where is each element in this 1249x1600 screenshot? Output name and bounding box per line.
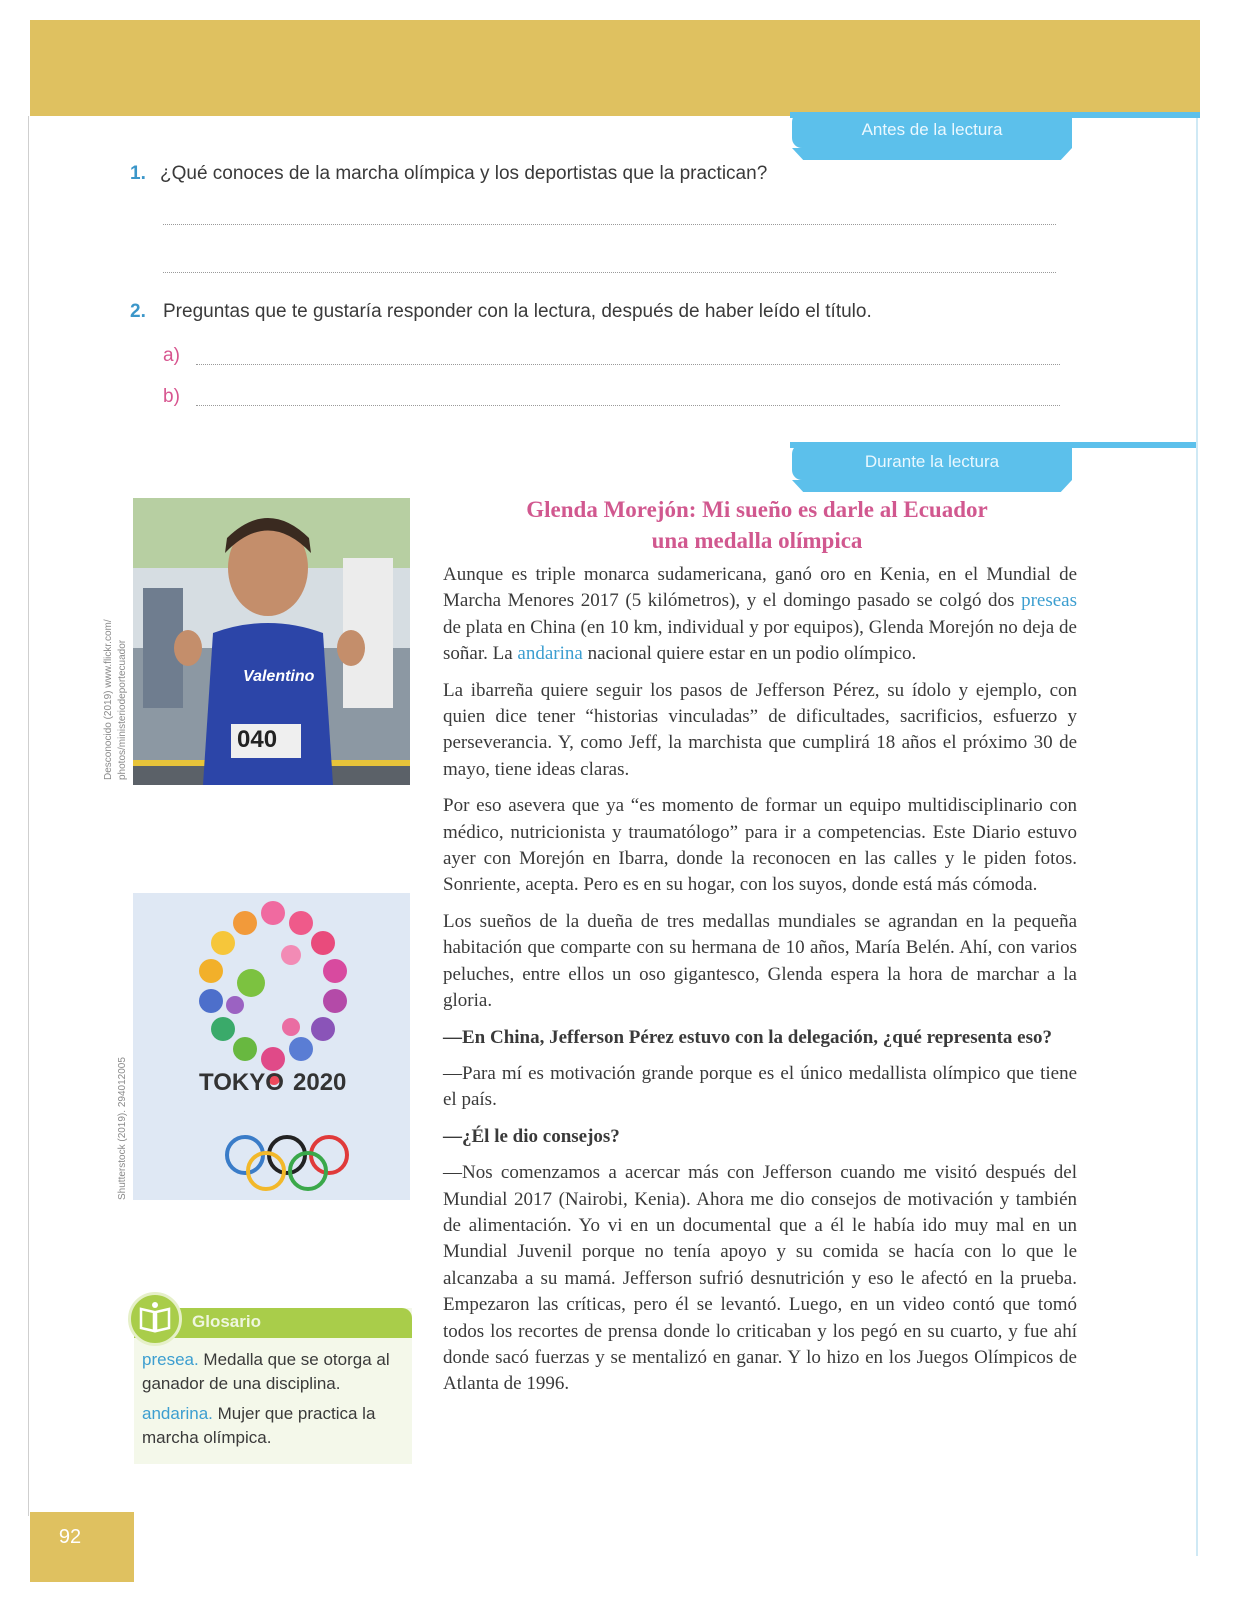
book-icon xyxy=(128,1292,182,1346)
answer-line-b[interactable] xyxy=(196,405,1060,406)
glossary-term-presea: presea. xyxy=(142,1350,199,1369)
article-title-line-2: una medalla olímpica xyxy=(651,528,863,553)
glossary-term-andarina: andarina. xyxy=(142,1404,213,1423)
paragraph-1-text-b: de plata en China (en 10 km, individual y por equipos), Glenda Morejón no deja de soñar. La xyxy=(443,616,1077,665)
article-paragraph-3: Por eso asevera que ya “es momento de formar un equipo multidisciplinario con médico, nutricionista y traumatólogo” para ir a competencias. Este Diario estuvo ayer con Morejón en Ibarra, donde la reconocen en las calles y le piden fotos. Sonriente, acepta. Pero es en su hogar, con los suyos, donde está más cómoda. xyxy=(443,795,1077,896)
athlete-photo-credit-2: photos/ministeriodeportecuador xyxy=(117,639,128,780)
book-icon-glyph xyxy=(131,1295,179,1343)
interview-answer-1: —Para mí es motivación grande porque es el único medallista olímpico que tiene el país. xyxy=(443,1062,1077,1111)
question-2-text: Preguntas que te gustaría responder con la lectura, después de haber leído el título. xyxy=(163,301,872,322)
glossary-body xyxy=(142,1348,404,1456)
interview-question-2: —¿Él le dio consejos? xyxy=(443,1125,620,1147)
article-paragraph-4: Los sueños de la dueña de tres medallas mundiales se agrandan en la pequeña habitación que comparte con su hermana de 10 años, María Belén. Ahí, con varios peluches, entre ellos un oso gigantesco, Glenda espera la hora de marchar a la gloria. xyxy=(443,910,1077,1012)
shirt-text: Valentino xyxy=(243,668,315,685)
answer-line-a[interactable] xyxy=(196,364,1060,365)
glossary-entry-presea xyxy=(142,1348,404,1396)
article-title-line-1: Glenda Morejón: Mi sueño es darle al Ecuador xyxy=(526,497,988,522)
question-1-number: 1. xyxy=(130,163,146,184)
page-number-box xyxy=(30,1512,134,1582)
interview-answer-2: —Nos comenzamos a acercar más con Jefferson cuando me visitó después del Mundial 2017 (Nairobi, Kenia). Ahora me dio consejos de motivación y también de alimentación. Yo vi en un documental que a él le había ido muy mal en un Mundial Juvenil porque no tenía apoyo y su comida se hacía con lo que le alcanzaba a su mamá. Jefferson sufrió desnutrición y eso le afectó en la prueba. Empezaron las críticas, pero él se levantó. Luego, en un video contó que tomó todos los recortes de prensa donde lo criticaban y los pegó en su cuarto, y fue ahí donde sacó fuerzas y se mentalizó en ganar. Y lo hizo en los Juegos Olímpicos de Atlanta de 1996. xyxy=(443,1162,1077,1395)
athlete-photo xyxy=(133,498,410,785)
section-tab-before: Antes de la lectura xyxy=(792,112,1072,148)
glossary-term-link-andarina[interactable]: andarina xyxy=(517,643,583,665)
left-margin-rule xyxy=(28,116,29,1516)
page-number: 92 xyxy=(58,1526,82,1548)
sub-item-a-label: a) xyxy=(163,345,180,366)
answer-line-2[interactable] xyxy=(163,272,1056,273)
race-bib-number: 040 xyxy=(237,726,278,753)
glossary-definition-andarina: Mujer que practica la marcha olímpica. xyxy=(142,1404,376,1447)
question-2-number: 2. xyxy=(130,301,146,322)
article-paragraph-1 xyxy=(443,562,1077,668)
glossary-term-link-presea[interactable]: preseas xyxy=(1021,590,1077,612)
paragraph-1-text-a: Aunque es triple monarca sudamericana, ganó oro en Kenia, en el Mundial de Marcha Menores 2017 (5 kilómetros), y el domingo pasado se colgó dos xyxy=(443,564,1077,612)
tokyo-wordmark: TOKYO xyxy=(199,1069,284,1096)
glossary-title: Glosario xyxy=(192,1312,261,1331)
article-body xyxy=(443,562,1077,1408)
header-band xyxy=(30,20,1200,116)
year-wordmark: 2020 xyxy=(293,1069,347,1096)
interview-question-1: —En China, Jefferson Pérez estuvo con la delegación, ¿qué representa eso? xyxy=(443,1026,1053,1048)
paragraph-1-text-c: nacional quiere estar en un podio olímpico. xyxy=(582,643,917,665)
right-margin-rule xyxy=(1196,116,1198,1556)
glossary-definition-presea: Medalla que se otorga al ganador de una disciplina. xyxy=(142,1350,390,1393)
tokyo-2020-image xyxy=(133,893,410,1200)
section-tab-during: Durante la lectura xyxy=(792,444,1072,480)
glossary-entry-andarina xyxy=(142,1402,404,1450)
answer-line-1[interactable] xyxy=(163,224,1056,225)
article-title xyxy=(440,494,1074,556)
glossary-box xyxy=(134,1308,412,1464)
olympic-rings-icon xyxy=(223,1133,353,1193)
tokyo-photo-credit: Shutterstock (2019). 294012005 xyxy=(117,1057,128,1200)
article-paragraph-2: La ibarreña quiere seguir los pasos de Jefferson Pérez, su ídolo y ejemplo, con quien dice tener “historias vinculadas” de dificultades, sacrificios, esfuerzo y perseverancia. Y, como Jeff, la marchista que cumplirá 18 años el próximo 30 de mayo, tiene ideas claras. xyxy=(443,679,1077,780)
question-1-text: ¿Qué conoces de la marcha olímpica y los deportistas que la practican? xyxy=(160,163,768,184)
athlete-photo-credit-1: Desconocido (2019) www.flickr.com/ xyxy=(103,619,114,780)
sub-item-b-label: b) xyxy=(163,386,180,407)
